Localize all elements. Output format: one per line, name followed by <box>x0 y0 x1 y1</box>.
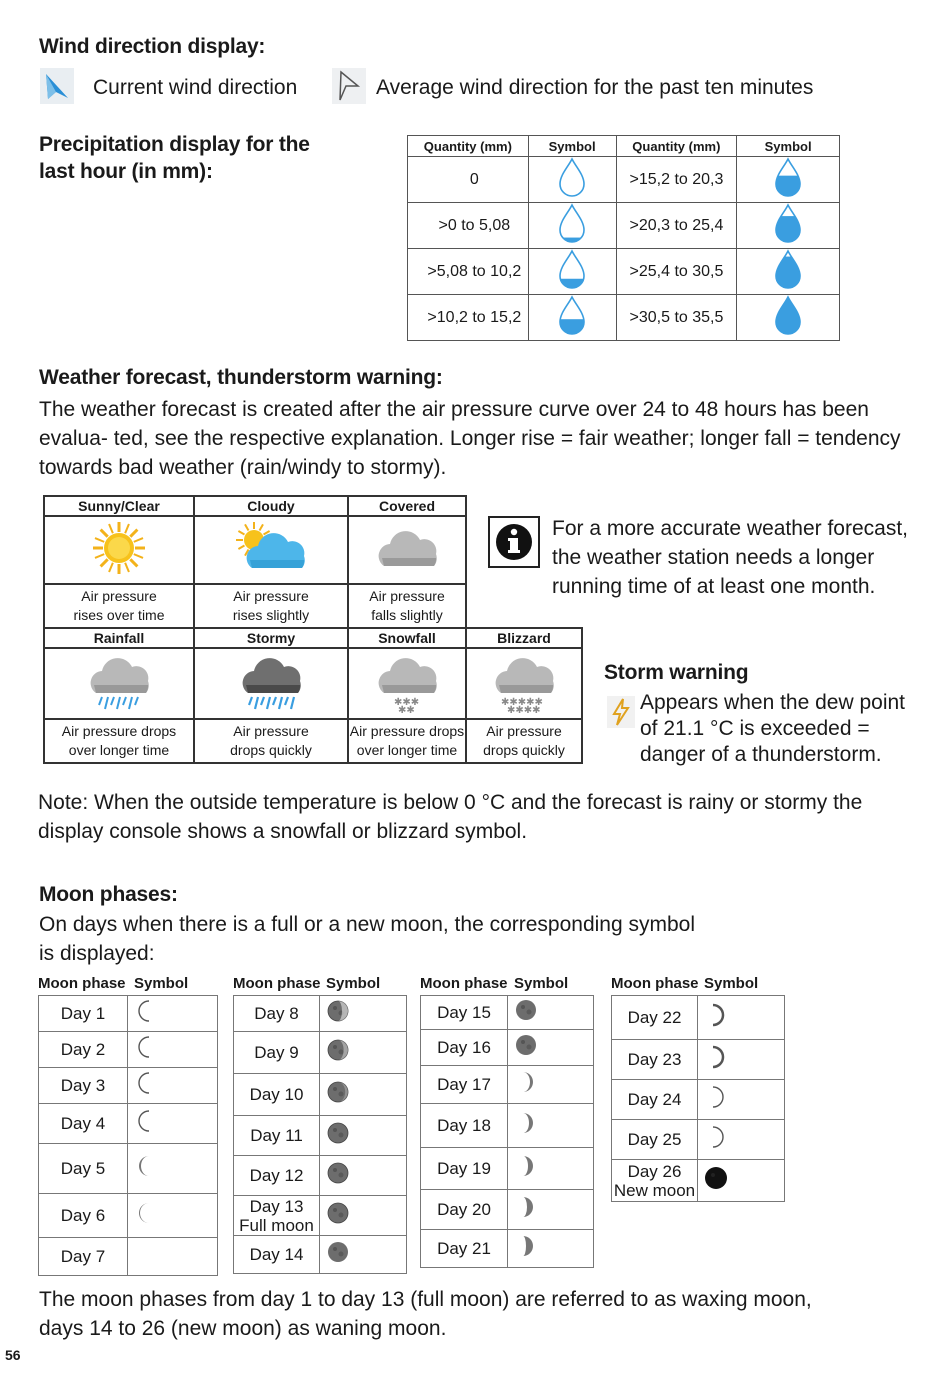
moon-day-label <box>612 1160 698 1202</box>
forecast-desc-line2: rises slightly <box>232 607 310 623</box>
moon-phase-icon <box>128 1068 218 1104</box>
forecast-desc-line1: Air pressure <box>233 588 309 604</box>
moon-day-sublabel: Full moon <box>239 1215 314 1235</box>
moon-row <box>39 1104 218 1144</box>
moon-row <box>39 1032 218 1068</box>
moon-phase-icon <box>320 1236 407 1274</box>
forecast-title: Blizzard <box>466 628 582 648</box>
moon-day-label <box>234 1032 320 1074</box>
precip-quantity: >25,4 to 30,5 <box>616 249 737 295</box>
precip-quantity: >30,5 to 35,5 <box>616 295 737 341</box>
moon-phase-icon <box>698 1160 785 1202</box>
moon-row <box>234 996 407 1032</box>
moon-row <box>421 1190 594 1230</box>
moon-table <box>611 995 785 1202</box>
moon-day-text: Day 8 <box>254 1003 299 1023</box>
info-icon <box>490 518 538 566</box>
sun-cloud-icon <box>194 516 348 584</box>
forecast-title: Cloudy <box>194 496 348 516</box>
moon-row <box>612 1160 785 1202</box>
moon-phase-icon <box>698 996 785 1040</box>
moon-day-label <box>234 1196 320 1236</box>
moon-day-text: Day 20 <box>437 1199 491 1219</box>
forecast-title: Sunny/Clear <box>44 496 194 516</box>
moon-phase-icon <box>698 1040 785 1080</box>
forecast-title: Covered <box>348 496 466 516</box>
moon-col-symbol-header: Symbol <box>326 975 381 992</box>
moon-phase-icon <box>128 1194 218 1238</box>
moon-day-text: Day 14 <box>249 1244 304 1264</box>
moon-day-text: Day 12 <box>249 1165 304 1185</box>
moon-row <box>612 1080 785 1120</box>
svg-text:✱✱: ✱✱ <box>398 705 415 713</box>
moon-day-text: Day 9 <box>254 1042 299 1062</box>
rain-drop-icon <box>737 249 840 295</box>
info-text: For a more accurate weather forecast, the weather station needs a longer running time of at least one month. <box>552 517 908 598</box>
blizzard-cloud-icon <box>466 648 582 719</box>
moon-row <box>612 1120 785 1160</box>
rain-drop-icon <box>528 295 616 341</box>
moon-day-text: Day 13 <box>249 1196 304 1216</box>
moon-day-label <box>234 1074 320 1116</box>
forecast-desc-line1: Air pressure drops <box>61 723 177 739</box>
moon-col-phase-header: Moon phase <box>611 975 699 992</box>
precip-quantity: >15,2 to 20,3 <box>616 157 737 203</box>
moon-day-text: Day 11 <box>250 1125 303 1145</box>
moon-day-text: Day 1 <box>60 1003 106 1023</box>
storm-text: Appears when the dew point of 21.1 °C is exceeded = danger of a thunderstorm. <box>640 691 906 766</box>
moon-day-text: Day 18 <box>437 1115 491 1135</box>
forecast-desc-line1: Air pressure <box>233 723 309 739</box>
forecast-desc <box>348 584 466 628</box>
moon-day-text: Day 15 <box>437 1002 491 1022</box>
moon-row <box>39 1238 218 1276</box>
moon-day-text: Day 7 <box>60 1246 106 1266</box>
forecast-desc-line1: Air pressure <box>369 588 445 604</box>
moon-day-label <box>612 996 698 1040</box>
moon-day-label <box>612 1120 698 1160</box>
moon-phase-icon <box>320 1032 407 1074</box>
outline-wind-arrow-icon <box>332 68 366 109</box>
cloud-icon <box>348 516 466 584</box>
storm-heading: Storm warning <box>604 661 749 684</box>
page-number: 56 <box>5 1347 21 1363</box>
moon-day-text: Day 16 <box>437 1037 491 1057</box>
moon-row <box>234 1032 407 1074</box>
forecast-desc-line1: Air pressure drops <box>349 723 465 739</box>
moon-day-label <box>39 1238 128 1276</box>
precipitation-heading: Precipitation display for the last hour (in mm): <box>39 133 310 183</box>
forecast-desc-line2: drops quickly <box>230 742 312 758</box>
forecast-intro: The weather forecast is created after the air pressure curve over 24 to 48 hours has been evalua- ted, see the respective explanation. Longer rise = fair weather; longer fall = tendency towards bad weather (rain/windy to stormy). <box>39 398 901 479</box>
svg-text:✱✱✱: ✱✱✱ <box>394 697 420 708</box>
moon-day-label <box>421 1066 508 1104</box>
moon-day-text: Day 3 <box>60 1075 106 1095</box>
svg-text:✱✱✱✱: ✱✱✱✱ <box>507 705 541 713</box>
forecast-title: Stormy <box>194 628 348 648</box>
moon-phase-icon <box>508 1190 594 1230</box>
forecast-desc-line2: rises over time <box>73 607 165 623</box>
moon-phase-icon <box>508 1104 594 1148</box>
moon-row <box>39 1194 218 1238</box>
moon-day-text: Day 5 <box>60 1158 106 1178</box>
moon-day-label <box>421 1190 508 1230</box>
moon-footer-line2: days 14 to 26 (new moon) as waning moon. <box>39 1317 447 1340</box>
moon-day-label <box>421 1030 508 1066</box>
moon-row <box>421 1148 594 1190</box>
moon-phase-icon <box>128 1144 218 1194</box>
precip-quantity: >0 to 5,08 <box>408 203 529 249</box>
info-box <box>488 516 540 568</box>
moon-day-label <box>39 1068 128 1104</box>
snow-cloud-icon <box>348 648 466 719</box>
moon-day-text: Day 6 <box>60 1205 106 1225</box>
moon-day-label <box>421 1104 508 1148</box>
moon-day-text: Day 19 <box>437 1158 491 1178</box>
moon-day-label <box>234 1156 320 1196</box>
forecast-note: Note: When the outside temperature is below 0 °C and the forecast is rainy or stormy the display console shows a snowfall or blizzard symbol. <box>38 791 863 843</box>
moon-phase-icon <box>320 1116 407 1156</box>
moon-phase-icon <box>320 1196 407 1236</box>
moon-day-text: Day 25 <box>627 1129 682 1149</box>
moon-day-label <box>234 996 320 1032</box>
moon-table <box>233 995 407 1274</box>
moon-row <box>234 1116 407 1156</box>
moon-heading: Moon phases: <box>39 883 178 906</box>
moon-row <box>39 1144 218 1194</box>
sun-icon <box>44 516 194 584</box>
forecast-desc <box>194 584 348 628</box>
forecast-title: Snowfall <box>348 628 466 648</box>
forecast-desc-line2: drops quickly <box>483 742 565 758</box>
moon-col-phase-header: Moon phase <box>420 975 508 992</box>
moon-row <box>234 1156 407 1196</box>
moon-phase-icon <box>128 1238 218 1276</box>
moon-row <box>612 996 785 1040</box>
moon-table <box>420 995 594 1268</box>
precip-row <box>408 157 840 203</box>
storm-cloud-icon <box>194 648 348 719</box>
moon-row <box>421 1066 594 1104</box>
moon-day-label <box>612 1040 698 1080</box>
forecast-desc-line2: over longer time <box>356 742 458 758</box>
moon-row <box>39 996 218 1032</box>
precip-row <box>408 249 840 295</box>
moon-phase-icon <box>508 1066 594 1104</box>
moon-phase-icon <box>508 1230 594 1268</box>
precip-row <box>408 203 840 249</box>
moon-phase-icon <box>508 996 594 1030</box>
forecast-desc-line1: Air pressure <box>486 723 562 739</box>
forecast-desc-line2: falls slightly <box>371 607 443 623</box>
moon-col-symbol-header: Symbol <box>514 975 569 992</box>
rain-drop-icon <box>528 249 616 295</box>
svg-text:✱✱✱✱✱: ✱✱✱✱✱ <box>501 697 543 708</box>
wind-heading: Wind direction display: <box>39 35 266 58</box>
moon-row <box>421 1104 594 1148</box>
forecast-heading: Weather forecast, thunderstorm warning: <box>39 366 443 389</box>
moon-col-phase-header: Moon phase <box>38 975 126 992</box>
moon-day-text: Day 2 <box>60 1039 106 1059</box>
precip-quantity: >20,3 to 25,4 <box>616 203 737 249</box>
moon-day-text: Day 4 <box>60 1113 106 1133</box>
moon-day-sublabel: New moon <box>613 1180 696 1200</box>
moon-day-label <box>234 1236 320 1274</box>
col-quantity-2: Quantity (mm) <box>616 136 737 157</box>
rain-drop-icon <box>528 157 616 203</box>
moon-table <box>38 995 218 1276</box>
moon-intro-line1: On days when there is a full or a new moon, the corresponding symbol <box>39 913 696 936</box>
moon-day-label <box>612 1080 698 1120</box>
col-quantity-1: Quantity (mm) <box>408 136 529 157</box>
moon-phase-icon <box>698 1120 785 1160</box>
moon-phase-icon <box>508 1030 594 1066</box>
forecast-title: Rainfall <box>44 628 194 648</box>
moon-row <box>234 1074 407 1116</box>
moon-phase-icon <box>320 1156 407 1196</box>
empty-cell <box>466 496 582 516</box>
moon-phase-icon <box>128 1104 218 1144</box>
moon-col-symbol-header: Symbol <box>704 975 759 992</box>
moon-day-text: Day 10 <box>249 1084 304 1104</box>
moon-row <box>234 1236 407 1274</box>
forecast-desc <box>348 719 466 763</box>
moon-phase-icon <box>128 1032 218 1068</box>
moon-row <box>234 1196 407 1236</box>
moon-col-phase-header: Moon phase <box>233 975 321 992</box>
moon-intro-line2: is displayed: <box>39 942 155 965</box>
moon-col-symbol-header: Symbol <box>134 975 189 992</box>
forecast-desc <box>44 719 194 763</box>
moon-day-label <box>39 1144 128 1194</box>
forecast-desc <box>194 719 348 763</box>
forecast-desc-line2: over longer time <box>68 742 170 758</box>
moon-phase-icon <box>698 1080 785 1120</box>
moon-day-label <box>234 1116 320 1156</box>
moon-phase-icon <box>128 996 218 1032</box>
moon-row <box>421 1030 594 1066</box>
moon-row <box>421 1230 594 1268</box>
moon-day-label <box>421 996 508 1030</box>
average-wind-label: Average wind direction for the past ten minutes <box>376 76 814 99</box>
moon-day-label <box>39 1194 128 1238</box>
moon-day-text: Day 24 <box>627 1089 682 1109</box>
rain-drop-icon <box>528 203 616 249</box>
precip-row <box>408 295 840 341</box>
moon-row <box>612 1040 785 1080</box>
moon-phase-icon <box>320 996 407 1032</box>
forecast-desc <box>44 584 194 628</box>
forecast-desc <box>466 719 582 763</box>
precip-quantity: 0 <box>408 157 529 203</box>
precipitation-table <box>407 135 840 341</box>
forecast-desc-line1: Air pressure <box>81 588 157 604</box>
filled-wind-arrow-icon <box>40 68 74 109</box>
moon-day-text: Day 17 <box>437 1074 491 1094</box>
precip-quantity: >10,2 to 15,2 <box>408 295 529 341</box>
moon-phase-icon <box>508 1148 594 1190</box>
moon-phase-icon <box>320 1074 407 1116</box>
precip-quantity: >5,08 to 10,2 <box>408 249 529 295</box>
moon-row <box>421 996 594 1030</box>
moon-day-text: Day 23 <box>627 1049 682 1069</box>
rain-drop-icon <box>737 295 840 341</box>
moon-day-text: Day 21 <box>437 1238 491 1258</box>
moon-day-label <box>39 1104 128 1144</box>
rain-cloud-icon <box>44 648 194 719</box>
rain-drop-icon <box>737 157 840 203</box>
moon-day-text: Day 26 <box>627 1161 682 1181</box>
moon-row <box>39 1068 218 1104</box>
rain-drop-icon <box>737 203 840 249</box>
col-symbol-2: Symbol <box>737 136 840 157</box>
moon-day-label <box>421 1230 508 1268</box>
lightning-icon <box>607 696 635 733</box>
moon-footer-line1: The moon phases from day 1 to day 13 (full moon) are referred to as waxing moon, <box>39 1288 812 1311</box>
moon-day-label <box>39 1032 128 1068</box>
moon-day-text: Day 22 <box>627 1007 682 1027</box>
current-wind-label: Current wind direction <box>93 76 298 99</box>
moon-day-label <box>421 1148 508 1190</box>
col-symbol-1: Symbol <box>528 136 616 157</box>
moon-day-label <box>39 996 128 1032</box>
